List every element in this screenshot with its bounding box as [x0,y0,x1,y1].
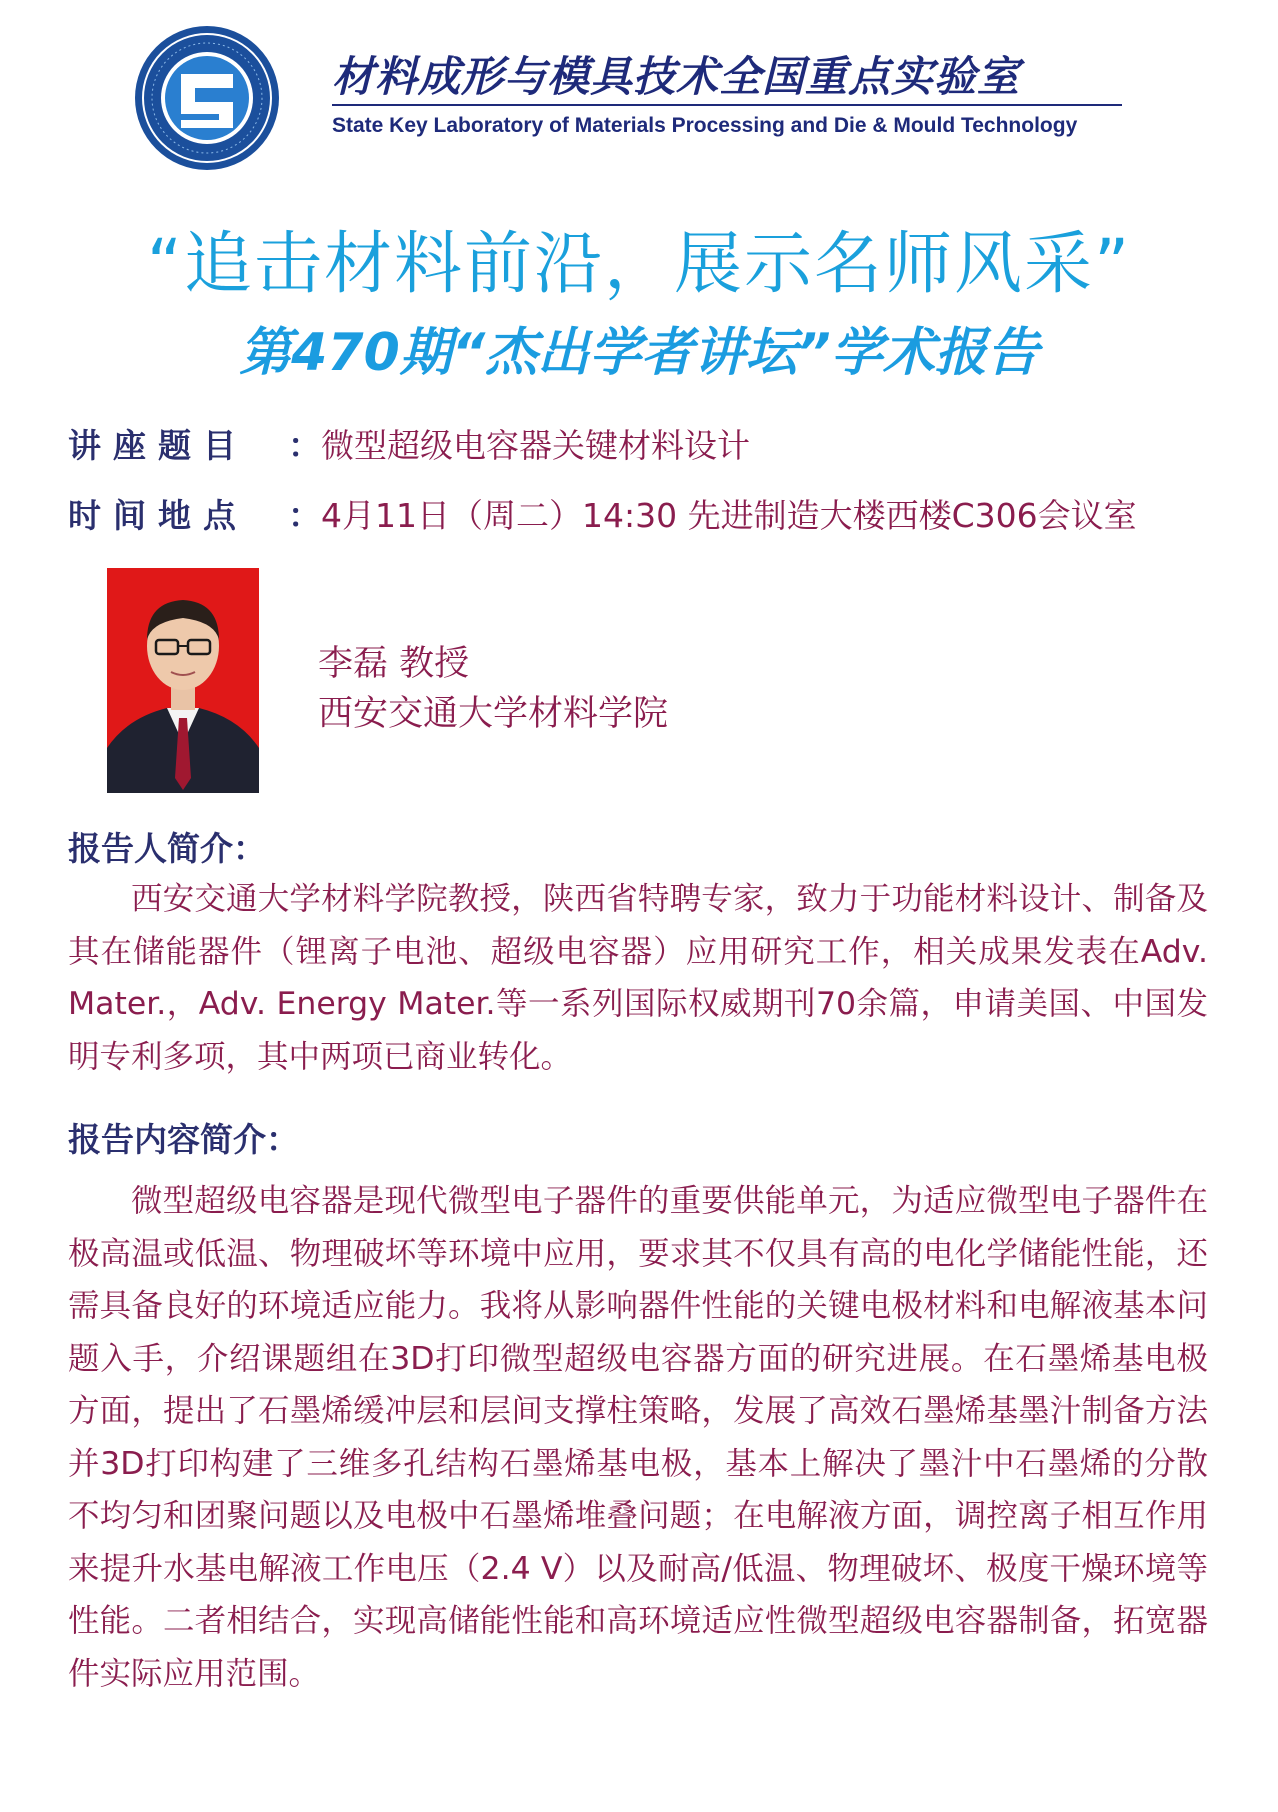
abstract-heading: 报告内容简介： [68,1120,299,1159]
speaker-name: 李磊 教授 [318,644,470,684]
series-title: 第470期“杰出学者讲坛”学术报告 [239,323,1039,383]
bio-heading: 报告人简介： [68,829,266,868]
time-label: 时间地点 [68,496,248,535]
slogan: “追击材料前沿，展示名师风采” [146,225,1132,304]
lab-logo-icon [133,24,281,172]
abstract-text: 微型超级电容器是现代微型电子器件的重要供能单元，为适应微型电子器件在极高温或低温、物理破坏等环境中应用，要求其不仅具有高的电化学储能性能，还需具备良好的环境适应能力。我将从影响器件性能的关键电极材料和电解液基本问题入手，介绍课题组在3D打印微型超级电容器方面的研究进展。在石墨烯基电极方面，提出了石墨烯缓冲层和层间支撑柱策略，发展了高效石墨烯基墨汁制备方法并3D打印构建了三维多孔结构石墨烯基电极，基本上解决了墨汁中石墨烯的分散不均匀和团聚问题以及电极中石墨烯堆叠问题；在电解液方面，调控离子相互作用来提升水基电解液工作电压（2.4 V）以及耐高/低温、物理破坏、极度干燥环境等性能。二者相结合，实现高储能性能和高环境适应性微型超级电容器制备，拓宽器件实际应用范围。 [68,1183,1208,1692]
topic-colon: ： [288,426,321,465]
time-row [68,490,1258,537]
lab-name-cn: 材料成形与模具技术全国重点实验室 [332,52,1021,101]
lab-name-en: State Key Laboratory of Materials Processing and Die & Mould Technology [332,114,1078,137]
bio-text: 西安交通大学材料学院教授，陕西省特聘专家，致力于功能材料设计、制备及其在储能器件（锂离子电池、超级电容器）应用研究工作，相关成果发表在Adv. Mater.，Adv. Energy Mater.等一系列国际权威期刊70余篇，申请美国、中国发明专利多项，其中两项已商业转化。 [68,881,1208,1075]
topic-value: 微型超级电容器关键材料设计 [321,426,750,465]
speaker-institution: 西安交通大学材料学院 [318,694,669,734]
header-divider [332,104,1122,106]
topic-label: 讲座题目 [68,426,248,465]
time-value: 4月11日（周二）14:30 先进制造大楼西楼C306会议室 [321,496,1137,535]
time-colon: ： [288,496,321,535]
speaker-portrait-icon [107,568,259,793]
topic-row [68,420,1258,467]
